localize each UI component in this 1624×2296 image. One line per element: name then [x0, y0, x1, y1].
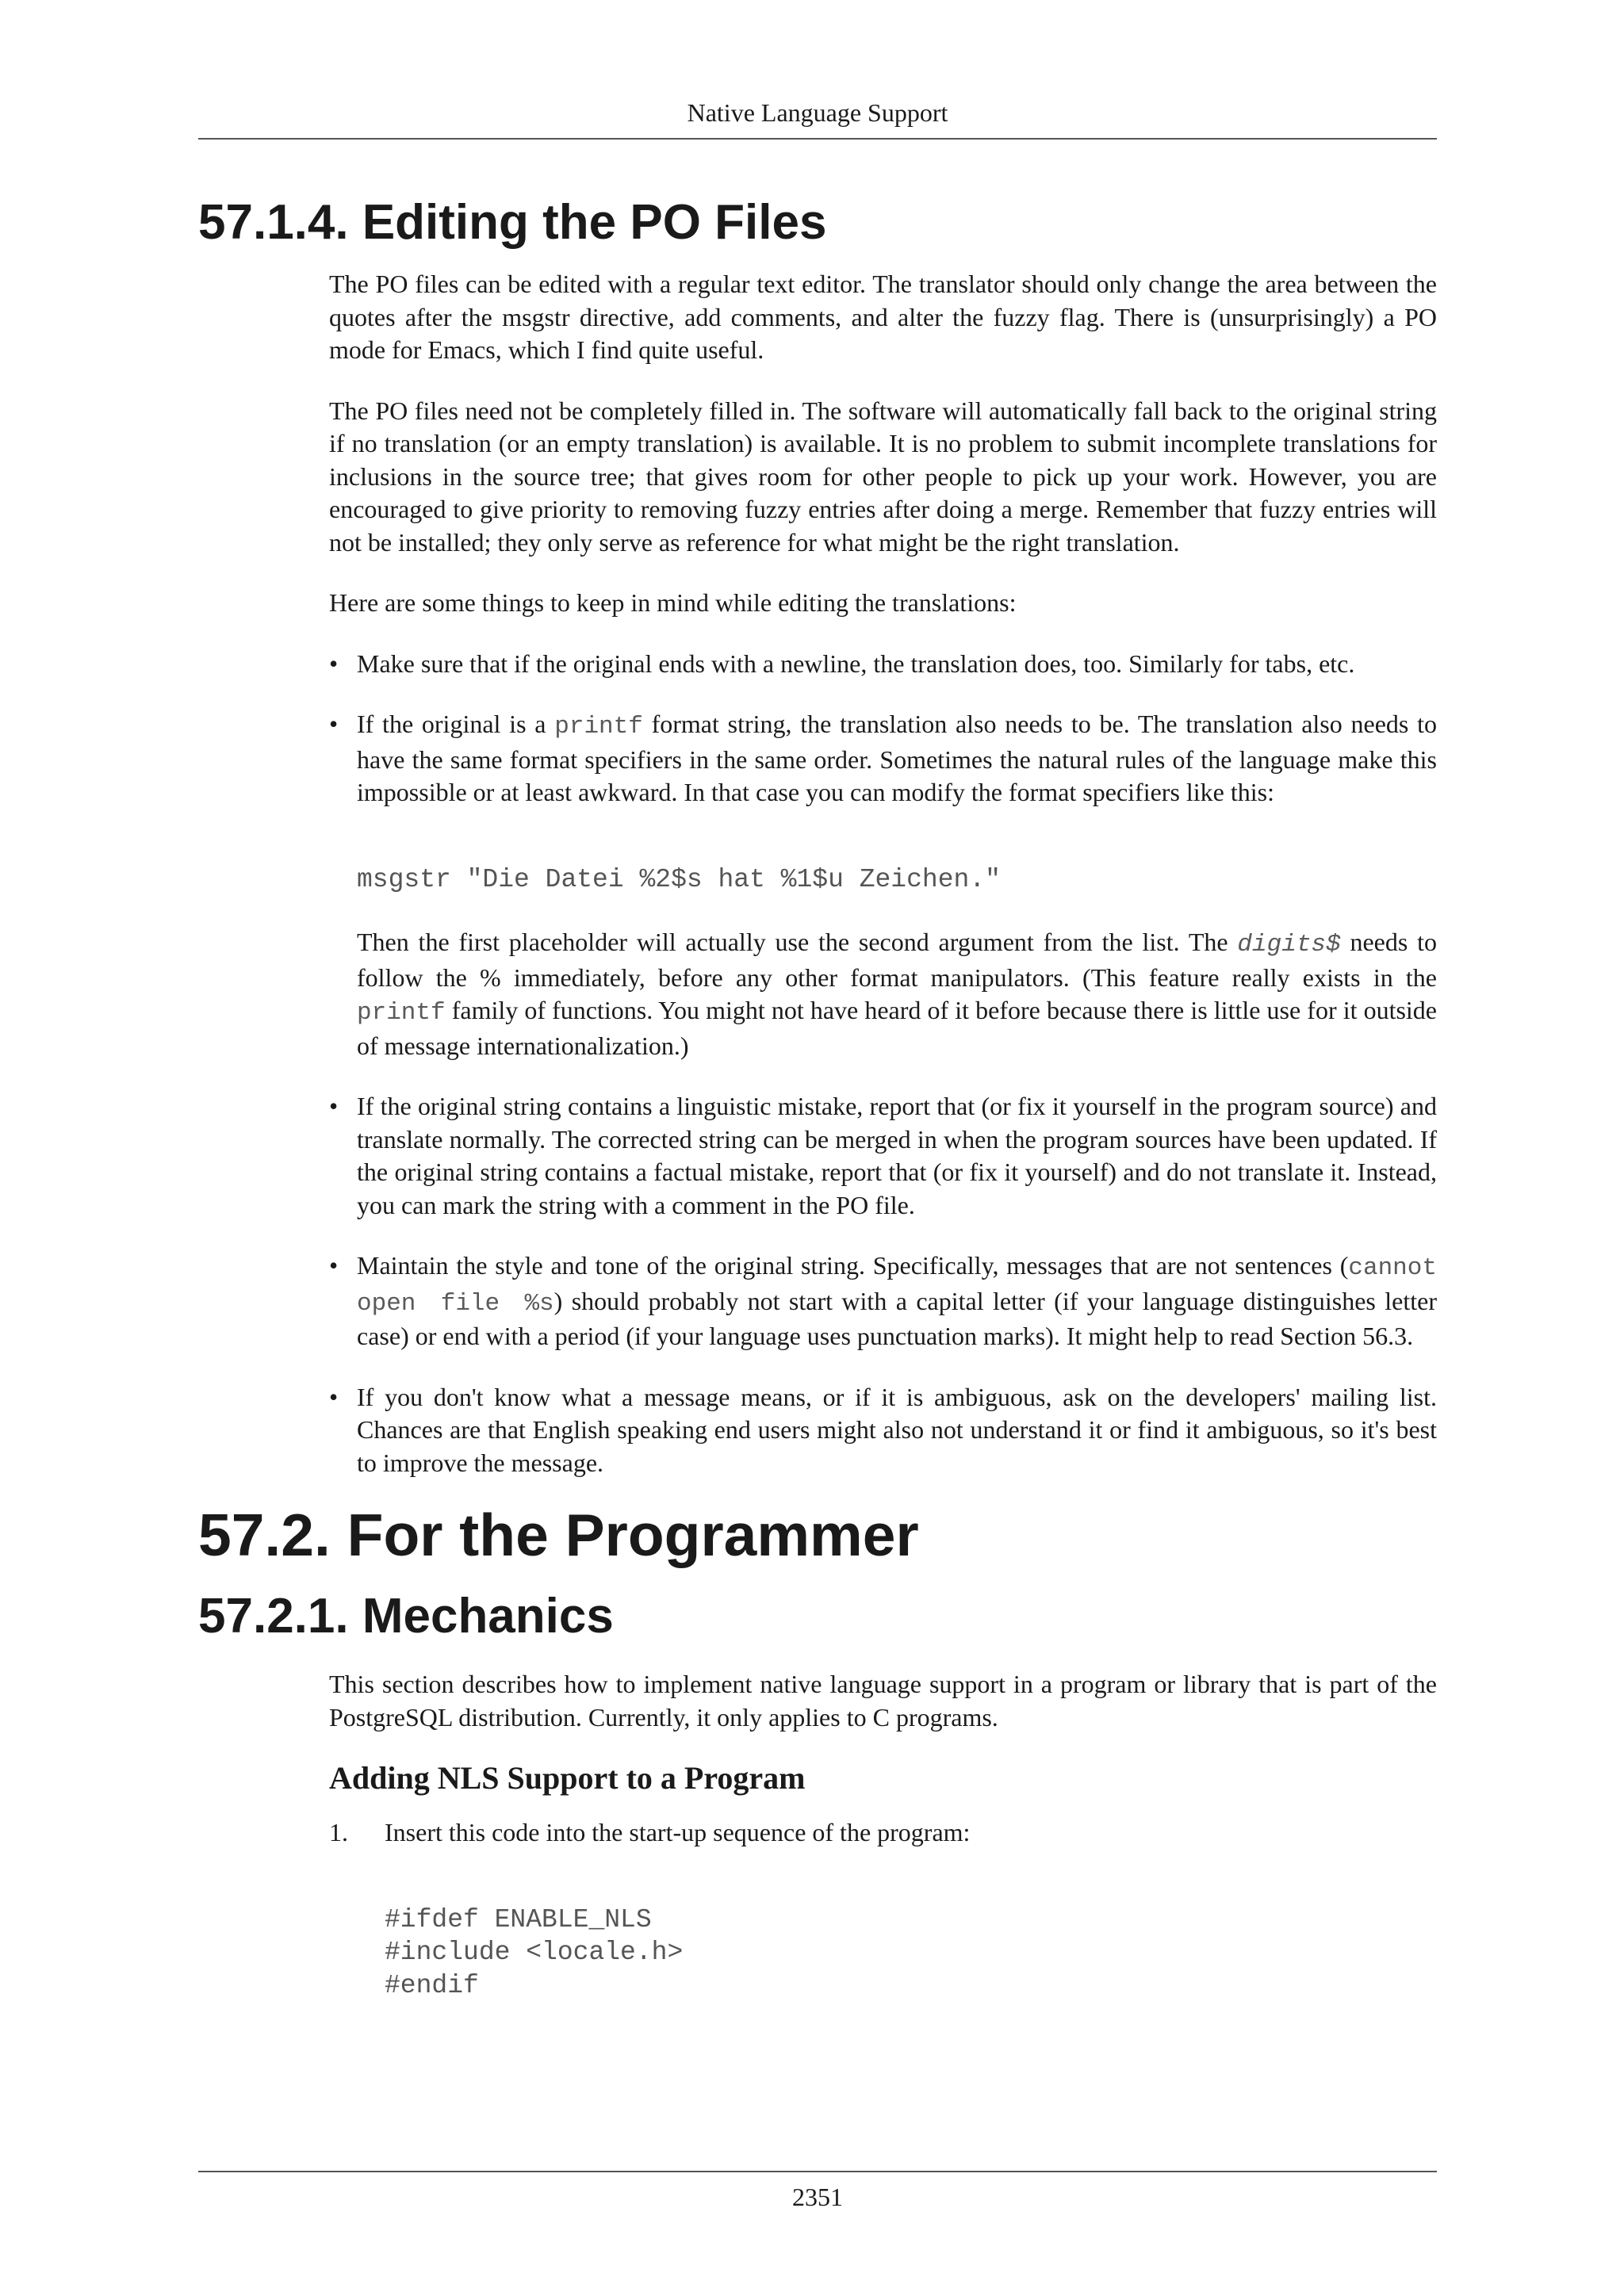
- code-line: #endif: [385, 1970, 479, 2000]
- page-content: [198, 187, 1437, 2002]
- list-item: [329, 1249, 1437, 1353]
- inline-code: cannot open file %s: [357, 1254, 1437, 1318]
- step-text: Insert this code into the start-up sequence of the program:: [385, 1818, 971, 1846]
- bullet-text: If the original string contains a linguistic mistake, report that (or fix it yourself in the program source) and translate normally. The corrected string can be merged in when the program sources have been updated. If the original string contains a factual mistake, report that (or fix it yourself) and do not translate it. Instead, you can mark the string with a comment in the PO file.: [357, 1092, 1437, 1219]
- paragraph-intro-list: Here are some things to keep in mind while editing the translations:: [329, 588, 1017, 617]
- section-body-57-2-1: [329, 1668, 1437, 2002]
- list-item: [329, 1816, 1437, 2002]
- paragraph-fallback: The PO files need not be completely filled in. The software will automatically fall back to the original string if no translation (or an empty translation) is available. It is no problem to submit incomplete translations for inclusions in the source tree; that gives room for other people to pick up your work. However, you are encouraged to give priority to removing fuzzy entries after doing a merge. Remember that fuzzy entries will not be installed; they only serve as reference for what might be the right translation.: [329, 396, 1437, 557]
- inline-code: printf: [357, 999, 446, 1027]
- tips-list: [329, 648, 1437, 1480]
- bullet-text: If you don't know what a message means, or if it is ambiguous, ask on the developers' mailing list. Chances are that English speaking end users might also not understand it or find it ambiguous, so it's best to improve the message.: [357, 1382, 1437, 1477]
- text-fragment: If the original is a: [357, 710, 555, 738]
- list-item: [329, 1381, 1437, 1480]
- section-link[interactable]: Section 56.3: [1280, 1322, 1408, 1350]
- list-item: [329, 708, 1437, 1062]
- section-body-57-1-4: [329, 268, 1437, 1479]
- list-item: [329, 1090, 1437, 1222]
- text-fragment: format string, the translation also needs to be. The translation also needs to have the same format specifiers in the same order. Sometimes the natural rules of the language make this impossible or at least awkward. In that case you can modify the format specifiers like this:: [357, 710, 1438, 806]
- header-rule: [198, 138, 1437, 140]
- steps-list: [329, 1816, 1437, 2002]
- text-fragment: needs to follow the % immediately, before any other format manipulators. (This feature really exists in the: [357, 928, 1438, 992]
- text-fragment: family of functions. You might not have heard of it before because there is little use for it outside of message internationalization.): [357, 996, 1437, 1060]
- list-item: [329, 648, 1437, 681]
- inline-code: digits$: [1237, 931, 1341, 959]
- section-heading-57-1-4: 57.1.4. Editing the PO Files: [198, 195, 827, 250]
- page-number: 2351: [792, 2183, 843, 2211]
- code-example: msgstr "Die Datei %2$s hat %1$u Zeichen.": [357, 864, 1001, 894]
- footer-rule: [198, 2171, 1437, 2172]
- code-line: #include <locale.h>: [385, 1938, 684, 1967]
- paragraph-mechanics: This section describes how to implement native language support in a program or library that is part of the PostgreSQL distribution. Currently, it only applies to C programs.: [329, 1670, 1437, 1732]
- code-line: #ifdef ENABLE_NLS: [385, 1904, 652, 1934]
- running-header: Native Language Support: [687, 98, 948, 127]
- text-fragment: ) should probably not start with a capital letter (if your language distinguishes letter case) or end with a period (if your language uses punctuation marks). It might help to read: [357, 1286, 1437, 1350]
- text-fragment: Then the first placeholder will actually use the second argument from the list. The: [357, 928, 1238, 956]
- code-block: [385, 1904, 1437, 2003]
- text-fragment: .: [1407, 1322, 1414, 1350]
- step-number: 1.: [329, 1818, 348, 1846]
- section-heading-57-2: 57.2. For the Programmer: [198, 1502, 919, 1568]
- bullet-text: Make sure that if the original ends with a newline, the translation does, too. Similarly for tabs, etc.: [357, 649, 1355, 678]
- paragraph-editor: The PO files can be edited with a regular text editor. The translator should only change the area between the quotes after the msgstr directive, add comments, and alter the fuzzy flag. There is (unsurprisingly) a PO mode for Emacs, which I find quite useful.: [329, 270, 1437, 364]
- bullet-paragraph: [357, 926, 1437, 1062]
- bullet-paragraph: [357, 708, 1437, 809]
- section-heading-57-2-1: 57.2.1. Mechanics: [198, 1589, 614, 1644]
- subheading-adding-nls: Adding NLS Support to a Program: [329, 1760, 806, 1796]
- inline-code: printf: [554, 713, 643, 740]
- text-fragment: Maintain the style and tone of the original string. Specifically, messages that are not sentences (: [357, 1251, 1349, 1280]
